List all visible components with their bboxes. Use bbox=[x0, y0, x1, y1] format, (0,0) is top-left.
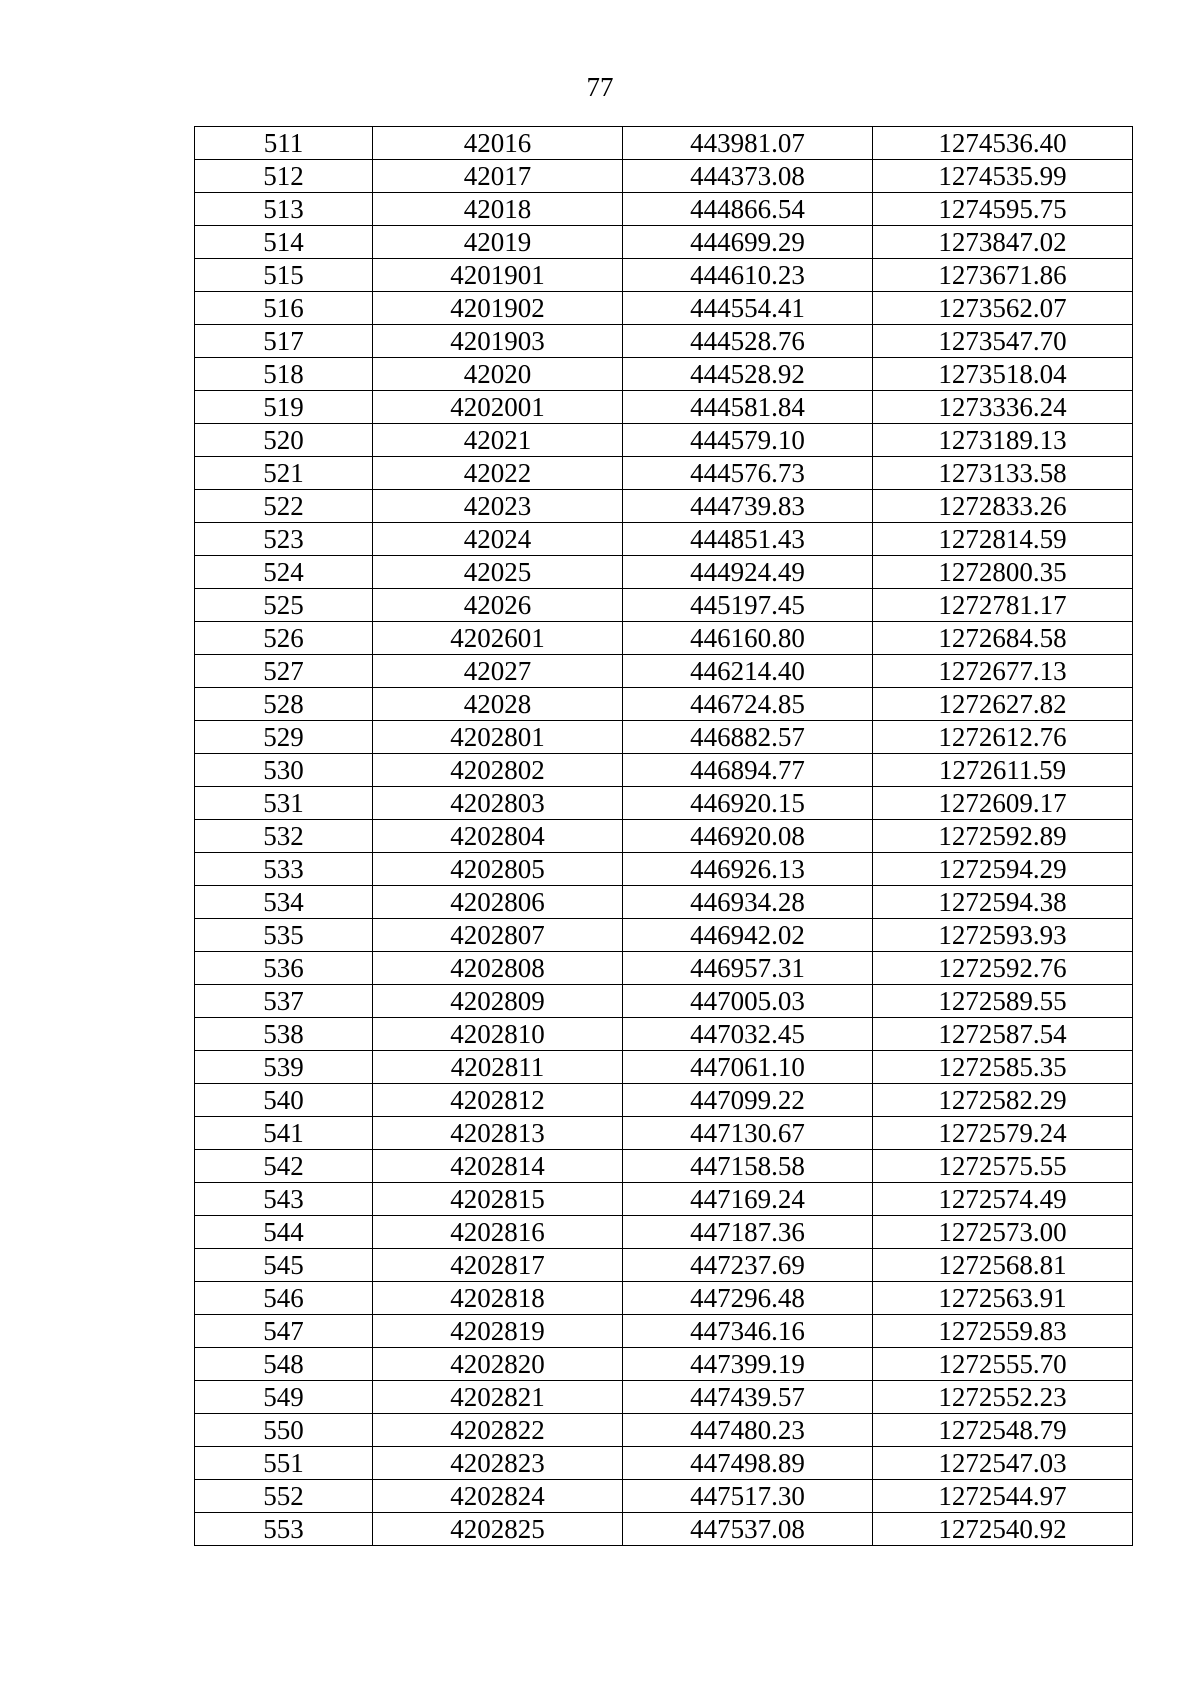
x-coordinate-cell: 447346.16 bbox=[623, 1315, 873, 1348]
page-number: 77 bbox=[586, 72, 614, 102]
table-row bbox=[195, 1183, 1133, 1216]
table-row bbox=[195, 391, 1133, 424]
x-coordinate-cell: 446920.08 bbox=[623, 820, 873, 853]
table-row bbox=[195, 721, 1133, 754]
x-coordinate-cell: 444924.49 bbox=[623, 556, 873, 589]
y-coordinate-cell: 1273189.13 bbox=[873, 424, 1133, 457]
point-id-cell: 4202822 bbox=[373, 1414, 623, 1447]
row-number-cell: 513 bbox=[195, 193, 373, 226]
row-number-cell: 523 bbox=[195, 523, 373, 556]
y-coordinate-cell: 1272587.54 bbox=[873, 1018, 1133, 1051]
y-coordinate-cell: 1273133.58 bbox=[873, 457, 1133, 490]
point-id-cell: 4202821 bbox=[373, 1381, 623, 1414]
point-id-cell: 42019 bbox=[373, 226, 623, 259]
row-number-cell: 519 bbox=[195, 391, 373, 424]
x-coordinate-cell: 444528.76 bbox=[623, 325, 873, 358]
table-row bbox=[195, 1348, 1133, 1381]
table-row bbox=[195, 985, 1133, 1018]
point-id-cell: 4202811 bbox=[373, 1051, 623, 1084]
x-coordinate-cell: 444528.92 bbox=[623, 358, 873, 391]
coordinates-table bbox=[194, 126, 1133, 1546]
x-coordinate-cell: 446934.28 bbox=[623, 886, 873, 919]
y-coordinate-cell: 1272609.17 bbox=[873, 787, 1133, 820]
table-row bbox=[195, 1051, 1133, 1084]
x-coordinate-cell: 443981.07 bbox=[623, 127, 873, 160]
table-row bbox=[195, 1447, 1133, 1480]
x-coordinate-cell: 447032.45 bbox=[623, 1018, 873, 1051]
point-id-cell: 42017 bbox=[373, 160, 623, 193]
point-id-cell: 42022 bbox=[373, 457, 623, 490]
point-id-cell: 4202823 bbox=[373, 1447, 623, 1480]
row-number-cell: 541 bbox=[195, 1117, 373, 1150]
x-coordinate-cell: 444373.08 bbox=[623, 160, 873, 193]
table-row bbox=[195, 358, 1133, 391]
y-coordinate-cell: 1272573.00 bbox=[873, 1216, 1133, 1249]
point-id-cell: 4202802 bbox=[373, 754, 623, 787]
table-row bbox=[195, 1414, 1133, 1447]
table-row bbox=[195, 259, 1133, 292]
x-coordinate-cell: 444610.23 bbox=[623, 259, 873, 292]
y-coordinate-cell: 1272814.59 bbox=[873, 523, 1133, 556]
coordinates-table-body bbox=[195, 127, 1133, 1546]
table-row bbox=[195, 655, 1133, 688]
x-coordinate-cell: 446214.40 bbox=[623, 655, 873, 688]
point-id-cell: 4202824 bbox=[373, 1480, 623, 1513]
x-coordinate-cell: 444576.73 bbox=[623, 457, 873, 490]
x-coordinate-cell: 446920.15 bbox=[623, 787, 873, 820]
point-id-cell: 4202815 bbox=[373, 1183, 623, 1216]
table-row bbox=[195, 127, 1133, 160]
table-row bbox=[195, 1513, 1133, 1546]
table-row bbox=[195, 292, 1133, 325]
point-id-cell: 42018 bbox=[373, 193, 623, 226]
table-row bbox=[195, 490, 1133, 523]
point-id-cell: 4202813 bbox=[373, 1117, 623, 1150]
point-id-cell: 4202818 bbox=[373, 1282, 623, 1315]
x-coordinate-cell: 445197.45 bbox=[623, 589, 873, 622]
x-coordinate-cell: 446926.13 bbox=[623, 853, 873, 886]
point-id-cell: 4202814 bbox=[373, 1150, 623, 1183]
point-id-cell: 42020 bbox=[373, 358, 623, 391]
row-number-cell: 534 bbox=[195, 886, 373, 919]
row-number-cell: 525 bbox=[195, 589, 373, 622]
point-id-cell: 4202816 bbox=[373, 1216, 623, 1249]
x-coordinate-cell: 444581.84 bbox=[623, 391, 873, 424]
row-number-cell: 543 bbox=[195, 1183, 373, 1216]
x-coordinate-cell: 444579.10 bbox=[623, 424, 873, 457]
point-id-cell: 42027 bbox=[373, 655, 623, 688]
point-id-cell: 4202817 bbox=[373, 1249, 623, 1282]
y-coordinate-cell: 1272594.38 bbox=[873, 886, 1133, 919]
row-number-cell: 514 bbox=[195, 226, 373, 259]
y-coordinate-cell: 1272582.29 bbox=[873, 1084, 1133, 1117]
point-id-cell: 42028 bbox=[373, 688, 623, 721]
row-number-cell: 515 bbox=[195, 259, 373, 292]
x-coordinate-cell: 447061.10 bbox=[623, 1051, 873, 1084]
point-id-cell: 4202812 bbox=[373, 1084, 623, 1117]
x-coordinate-cell: 447169.24 bbox=[623, 1183, 873, 1216]
row-number-cell: 520 bbox=[195, 424, 373, 457]
row-number-cell: 516 bbox=[195, 292, 373, 325]
row-number-cell: 529 bbox=[195, 721, 373, 754]
table-row bbox=[195, 193, 1133, 226]
table-row bbox=[195, 1018, 1133, 1051]
table-row bbox=[195, 754, 1133, 787]
table-row bbox=[195, 556, 1133, 589]
row-number-cell: 517 bbox=[195, 325, 373, 358]
point-id-cell: 4202810 bbox=[373, 1018, 623, 1051]
y-coordinate-cell: 1272548.79 bbox=[873, 1414, 1133, 1447]
x-coordinate-cell: 447498.89 bbox=[623, 1447, 873, 1480]
point-id-cell: 4201903 bbox=[373, 325, 623, 358]
table-row bbox=[195, 1084, 1133, 1117]
table-row bbox=[195, 820, 1133, 853]
row-number-cell: 530 bbox=[195, 754, 373, 787]
row-number-cell: 511 bbox=[195, 127, 373, 160]
row-number-cell: 524 bbox=[195, 556, 373, 589]
table-row bbox=[195, 1381, 1133, 1414]
y-coordinate-cell: 1272612.76 bbox=[873, 721, 1133, 754]
x-coordinate-cell: 444554.41 bbox=[623, 292, 873, 325]
y-coordinate-cell: 1272585.35 bbox=[873, 1051, 1133, 1084]
y-coordinate-cell: 1272592.89 bbox=[873, 820, 1133, 853]
y-coordinate-cell: 1273518.04 bbox=[873, 358, 1133, 391]
y-coordinate-cell: 1273336.24 bbox=[873, 391, 1133, 424]
table-row bbox=[195, 886, 1133, 919]
table-row bbox=[195, 952, 1133, 985]
point-id-cell: 4202001 bbox=[373, 391, 623, 424]
y-coordinate-cell: 1273671.86 bbox=[873, 259, 1133, 292]
y-coordinate-cell: 1273847.02 bbox=[873, 226, 1133, 259]
y-coordinate-cell: 1272589.55 bbox=[873, 985, 1133, 1018]
point-id-cell: 4202825 bbox=[373, 1513, 623, 1546]
table-row bbox=[195, 1282, 1133, 1315]
table-row bbox=[195, 1480, 1133, 1513]
y-coordinate-cell: 1272544.97 bbox=[873, 1480, 1133, 1513]
row-number-cell: 536 bbox=[195, 952, 373, 985]
x-coordinate-cell: 447537.08 bbox=[623, 1513, 873, 1546]
y-coordinate-cell: 1272781.17 bbox=[873, 589, 1133, 622]
x-coordinate-cell: 447517.30 bbox=[623, 1480, 873, 1513]
point-id-cell: 4202820 bbox=[373, 1348, 623, 1381]
y-coordinate-cell: 1272563.91 bbox=[873, 1282, 1133, 1315]
x-coordinate-cell: 447480.23 bbox=[623, 1414, 873, 1447]
row-number-cell: 512 bbox=[195, 160, 373, 193]
table-row bbox=[195, 325, 1133, 358]
table-row bbox=[195, 457, 1133, 490]
y-coordinate-cell: 1273562.07 bbox=[873, 292, 1133, 325]
y-coordinate-cell: 1272593.93 bbox=[873, 919, 1133, 952]
row-number-cell: 522 bbox=[195, 490, 373, 523]
point-id-cell: 42023 bbox=[373, 490, 623, 523]
y-coordinate-cell: 1272800.35 bbox=[873, 556, 1133, 589]
x-coordinate-cell: 447005.03 bbox=[623, 985, 873, 1018]
y-coordinate-cell: 1274535.99 bbox=[873, 160, 1133, 193]
table-row bbox=[195, 523, 1133, 556]
x-coordinate-cell: 444739.83 bbox=[623, 490, 873, 523]
row-number-cell: 546 bbox=[195, 1282, 373, 1315]
row-number-cell: 528 bbox=[195, 688, 373, 721]
table-row bbox=[195, 424, 1133, 457]
table-row bbox=[195, 226, 1133, 259]
table-row bbox=[195, 1216, 1133, 1249]
x-coordinate-cell: 447099.22 bbox=[623, 1084, 873, 1117]
table-row bbox=[195, 1150, 1133, 1183]
row-number-cell: 551 bbox=[195, 1447, 373, 1480]
point-id-cell: 42025 bbox=[373, 556, 623, 589]
table-row bbox=[195, 1117, 1133, 1150]
row-number-cell: 549 bbox=[195, 1381, 373, 1414]
x-coordinate-cell: 447158.58 bbox=[623, 1150, 873, 1183]
row-number-cell: 521 bbox=[195, 457, 373, 490]
x-coordinate-cell: 447187.36 bbox=[623, 1216, 873, 1249]
point-id-cell: 4202804 bbox=[373, 820, 623, 853]
x-coordinate-cell: 444866.54 bbox=[623, 193, 873, 226]
x-coordinate-cell: 446957.31 bbox=[623, 952, 873, 985]
row-number-cell: 537 bbox=[195, 985, 373, 1018]
point-id-cell: 4202806 bbox=[373, 886, 623, 919]
y-coordinate-cell: 1272540.92 bbox=[873, 1513, 1133, 1546]
table-row bbox=[195, 688, 1133, 721]
x-coordinate-cell: 444699.29 bbox=[623, 226, 873, 259]
point-id-cell: 4202807 bbox=[373, 919, 623, 952]
y-coordinate-cell: 1272579.24 bbox=[873, 1117, 1133, 1150]
point-id-cell: 42026 bbox=[373, 589, 623, 622]
y-coordinate-cell: 1272611.59 bbox=[873, 754, 1133, 787]
row-number-cell: 535 bbox=[195, 919, 373, 952]
y-coordinate-cell: 1272594.29 bbox=[873, 853, 1133, 886]
point-id-cell: 42016 bbox=[373, 127, 623, 160]
row-number-cell: 550 bbox=[195, 1414, 373, 1447]
row-number-cell: 526 bbox=[195, 622, 373, 655]
row-number-cell: 531 bbox=[195, 787, 373, 820]
point-id-cell: 42024 bbox=[373, 523, 623, 556]
row-number-cell: 553 bbox=[195, 1513, 373, 1546]
y-coordinate-cell: 1272627.82 bbox=[873, 688, 1133, 721]
y-coordinate-cell: 1274595.75 bbox=[873, 193, 1133, 226]
x-coordinate-cell: 447296.48 bbox=[623, 1282, 873, 1315]
point-id-cell: 42021 bbox=[373, 424, 623, 457]
table-row bbox=[195, 787, 1133, 820]
point-id-cell: 4202803 bbox=[373, 787, 623, 820]
x-coordinate-cell: 446894.77 bbox=[623, 754, 873, 787]
row-number-cell: 539 bbox=[195, 1051, 373, 1084]
row-number-cell: 544 bbox=[195, 1216, 373, 1249]
point-id-cell: 4202809 bbox=[373, 985, 623, 1018]
x-coordinate-cell: 447237.69 bbox=[623, 1249, 873, 1282]
point-id-cell: 4202601 bbox=[373, 622, 623, 655]
y-coordinate-cell: 1272559.83 bbox=[873, 1315, 1133, 1348]
point-id-cell: 4201901 bbox=[373, 259, 623, 292]
y-coordinate-cell: 1272552.23 bbox=[873, 1381, 1133, 1414]
y-coordinate-cell: 1274536.40 bbox=[873, 127, 1133, 160]
row-number-cell: 542 bbox=[195, 1150, 373, 1183]
x-coordinate-cell: 446942.02 bbox=[623, 919, 873, 952]
point-id-cell: 4202805 bbox=[373, 853, 623, 886]
table-row bbox=[195, 622, 1133, 655]
y-coordinate-cell: 1272574.49 bbox=[873, 1183, 1133, 1216]
y-coordinate-cell: 1272592.76 bbox=[873, 952, 1133, 985]
y-coordinate-cell: 1272677.13 bbox=[873, 655, 1133, 688]
x-coordinate-cell: 447399.19 bbox=[623, 1348, 873, 1381]
y-coordinate-cell: 1272833.26 bbox=[873, 490, 1133, 523]
point-id-cell: 4201902 bbox=[373, 292, 623, 325]
y-coordinate-cell: 1272547.03 bbox=[873, 1447, 1133, 1480]
point-id-cell: 4202819 bbox=[373, 1315, 623, 1348]
row-number-cell: 527 bbox=[195, 655, 373, 688]
x-coordinate-cell: 446882.57 bbox=[623, 721, 873, 754]
row-number-cell: 533 bbox=[195, 853, 373, 886]
row-number-cell: 547 bbox=[195, 1315, 373, 1348]
y-coordinate-cell: 1272684.58 bbox=[873, 622, 1133, 655]
table-row bbox=[195, 919, 1133, 952]
x-coordinate-cell: 446724.85 bbox=[623, 688, 873, 721]
x-coordinate-cell: 447130.67 bbox=[623, 1117, 873, 1150]
table-row bbox=[195, 160, 1133, 193]
x-coordinate-cell: 444851.43 bbox=[623, 523, 873, 556]
y-coordinate-cell: 1272555.70 bbox=[873, 1348, 1133, 1381]
x-coordinate-cell: 447439.57 bbox=[623, 1381, 873, 1414]
row-number-cell: 552 bbox=[195, 1480, 373, 1513]
row-number-cell: 532 bbox=[195, 820, 373, 853]
row-number-cell: 545 bbox=[195, 1249, 373, 1282]
table-row bbox=[195, 1315, 1133, 1348]
table-row bbox=[195, 589, 1133, 622]
point-id-cell: 4202808 bbox=[373, 952, 623, 985]
point-id-cell: 4202801 bbox=[373, 721, 623, 754]
x-coordinate-cell: 446160.80 bbox=[623, 622, 873, 655]
row-number-cell: 518 bbox=[195, 358, 373, 391]
row-number-cell: 548 bbox=[195, 1348, 373, 1381]
row-number-cell: 538 bbox=[195, 1018, 373, 1051]
y-coordinate-cell: 1272568.81 bbox=[873, 1249, 1133, 1282]
table-row bbox=[195, 1249, 1133, 1282]
y-coordinate-cell: 1273547.70 bbox=[873, 325, 1133, 358]
y-coordinate-cell: 1272575.55 bbox=[873, 1150, 1133, 1183]
row-number-cell: 540 bbox=[195, 1084, 373, 1117]
table-row bbox=[195, 853, 1133, 886]
